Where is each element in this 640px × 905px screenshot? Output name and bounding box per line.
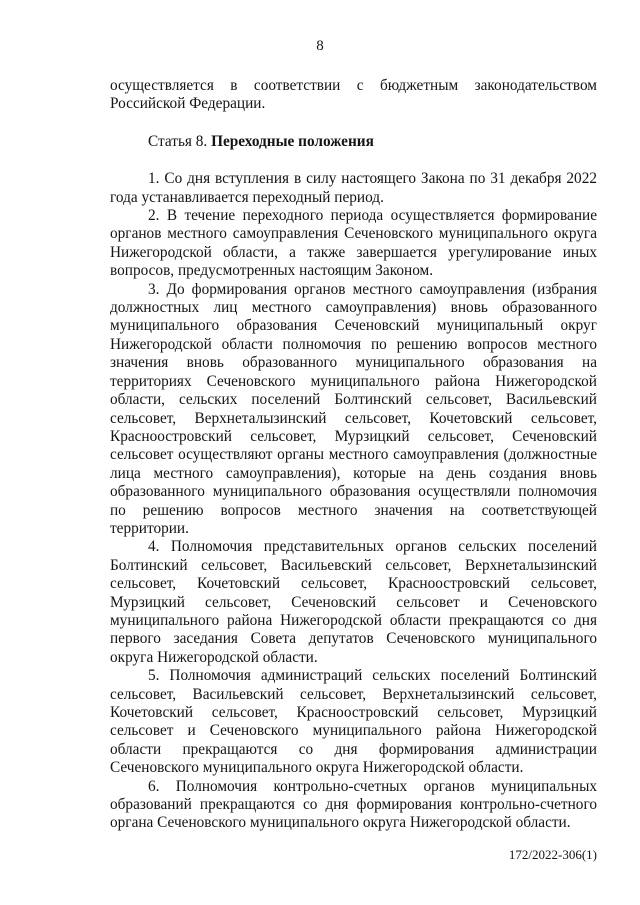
intro-paragraph: осуществляется в соответствии с бюджетным законодательством Российской Федерации. [110,77,597,113]
article-heading [110,133,597,151]
paragraph-6: 6. Полномочия контрольно-счетных органов муниципальных образований прекращаются со дня формирования контрольно-счетного органа Сеченовского муниципального округа Нижегородской области. [110,777,597,832]
document-body [110,77,597,833]
document-code: 172/2022-306(1) [508,847,597,862]
paragraph-5: 5. Полномочия администраций сельских поселений Болтинский сельсовет, Васильевский сельсовет, Верхнеталызинский сельсовет, Кочетовский сельсовет, Красноостровский сельсовет, Мурзицкий сельсовет и Сеченовского муниципального района Нижегородской области прекращаются со дня формирования администрации Сеченовского муниципального округа Нижегородской области. [110,667,597,777]
paragraph-2: 2. В течение переходного периода осуществляется формирование органов местного самоуправления Сеченовского муниципального округа Нижегородской области, а также завершается урегулирование иных вопросов, предусмотренных настоящим Законом. [110,207,597,280]
article-label: Статья 8. [148,132,212,150]
article-title: Переходные положения [211,132,374,150]
paragraph-1: 1. Со дня вступления в силу настоящего Закона по 31 декабря 2022 года устанавливается переходный период. [110,170,597,206]
paragraph-3: 3. До формирования органов местного самоуправления (избрания должностных лиц местного самоуправления) вновь образованного муниципального образования Сеченовский муниципальный округ Нижегородской области полномочия по решению вопросов местного значения вновь образованного муниципального образования на территориях Сеченовского муниципального района Нижегородской области, сельских поселений Болтинский сельсовет, Васильевский сельсовет, Верхнеталызинский сельсовет, Кочетовский сельсовет, Красноостровский сельсовет, Мурзицкий сельсовет, Сеченовский сельсовет осуществляют органы местного самоуправления (должностные лица местного самоуправления), которые на день создания вновь образованного муниципального образования осуществляли полномочия по решению вопросов местного значения на соответствующей территории. [110,280,597,537]
paragraph-4: 4. Полномочия представительных органов сельских поселений Болтинский сельсовет, Васильевский сельсовет, Верхнеталызинский сельсовет, Кочетовский сельсовет, Красноостровский сельсовет, Мурзицкий сельсовет, Сеченовский сельсовет и Сеченовского муниципального района Нижегородской области прекращаются со дня первого заседания Совета депутатов Сеченовского муниципального округа Нижегородской области. [110,538,597,666]
page-number: 8 [316,38,324,54]
